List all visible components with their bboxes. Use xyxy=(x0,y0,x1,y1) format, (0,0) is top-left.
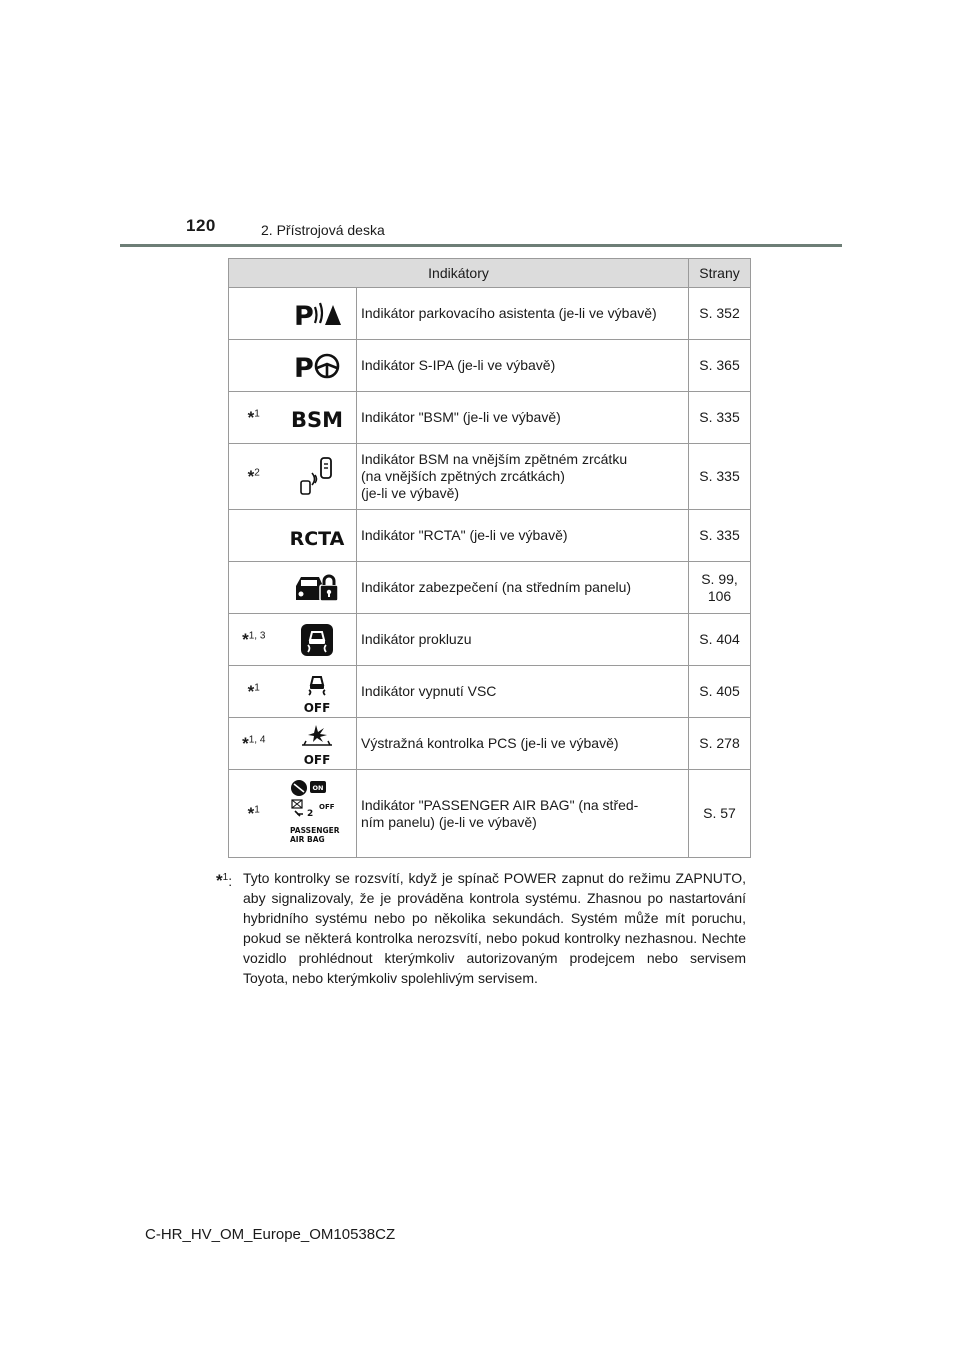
indicator-description: Indikátor BSM na vnějším zpětném zrcátku (na vnějších zpětných zrcátkách) (je-li ve výbavě) xyxy=(357,444,689,510)
footnote-reference: *$^1$ xyxy=(229,770,279,858)
svg-text:BSM: BSM xyxy=(291,407,344,432)
svg-text:PASSENGER: PASSENGER xyxy=(290,825,340,835)
indicator-description: Indikátor zabezpečení (na středním panelu) xyxy=(357,562,689,614)
table-row xyxy=(229,288,751,340)
indicator-description: Indikátor "BSM" (je-li ve výbavě) xyxy=(357,392,689,444)
table-row xyxy=(229,444,751,510)
vsc-off-icon xyxy=(279,666,357,718)
svg-text:OFF: OFF xyxy=(303,752,331,767)
svg-text:AIR BAG: AIR BAG xyxy=(290,834,325,844)
page-reference: S. 335 xyxy=(689,392,751,444)
footnote-marker: *$^1$: xyxy=(216,871,233,890)
page-reference: S. 405 xyxy=(689,666,751,718)
svg-text:RCTA: RCTA xyxy=(289,527,345,550)
table-row xyxy=(229,510,751,562)
svg-text:P: P xyxy=(294,300,315,329)
page-number: 120 xyxy=(186,216,216,235)
indicator-description: Výstražná kontrolka PCS (je-li ve výbavě) xyxy=(357,718,689,770)
pcs-off-icon xyxy=(279,718,357,770)
page-reference: S. 404 xyxy=(689,614,751,666)
bsm-icon xyxy=(279,392,357,444)
document-code: C-HR_HV_OM_Europe_OM10538CZ xyxy=(145,1226,396,1243)
svg-text:OFF: OFF xyxy=(319,802,335,811)
indicator-description: Indikátor prokluzu xyxy=(357,614,689,666)
svg-text:OFF: OFF xyxy=(303,700,331,715)
indicator-description: Indikátor parkovacího asistenta (je-li ve výbavě) xyxy=(357,288,689,340)
s-ipa-icon xyxy=(279,340,357,392)
page-reference: S. 352 xyxy=(689,288,751,340)
footnote-reference: *$^2$ xyxy=(229,444,279,510)
bsm-mirror-icon xyxy=(279,444,357,510)
svg-text:2: 2 xyxy=(307,808,314,819)
footnote-reference xyxy=(229,562,279,614)
passenger-airbag-icon xyxy=(279,770,357,858)
page-reference: S. 57 xyxy=(689,770,751,858)
footnote-text: Tyto kontrolky se rozsvítí, když je spínač POWER zapnut do režimu ZAPNUTO, aby signalizovaly, že je prováděna kontrola systému. Zhasnou po nastartování hybridního systému nebo po několika sekundách. Systém může mít poruchu, pokud se některá kontrolka nerozsvítí, nebo pokud kontrolky nezhasnou. Nechte vozidlo prohlédnout kterýmkoliv autorizovaným prodejcem nebo servisem Toyota, nebo kterýmkoliv spolehlivým servisem. xyxy=(243,870,746,986)
svg-text:P: P xyxy=(294,352,315,381)
indicator-description: Indikátor S-IPA (je-li ve výbavě) xyxy=(357,340,689,392)
indicator-table xyxy=(228,258,751,858)
footnote xyxy=(216,868,746,988)
indicator-description: Indikátor "RCTA" (je-li ve výbavě) xyxy=(357,510,689,562)
page-reference: S. 335 xyxy=(689,510,751,562)
svg-text:ON: ON xyxy=(312,783,324,792)
footnote-reference: *$^1$ xyxy=(229,666,279,718)
table-row xyxy=(229,666,751,718)
indicator-description: Indikátor "PASSENGER AIR BAG" (na střed- ním panelu) (je-li ve výbavě) xyxy=(357,770,689,858)
section-title: 2. Přístrojová deska xyxy=(261,222,385,238)
page-reference: S. 365 xyxy=(689,340,751,392)
security-icon xyxy=(279,562,357,614)
page-reference: S. 278 xyxy=(689,718,751,770)
footnote-reference xyxy=(229,340,279,392)
column-header-pages: Strany xyxy=(689,259,751,288)
table-row xyxy=(229,562,751,614)
rcta-icon xyxy=(279,510,357,562)
page-reference: S. 99, 106 xyxy=(689,562,751,614)
column-header-indicators: Indikátory xyxy=(229,259,689,288)
slip-icon xyxy=(279,614,357,666)
table-row xyxy=(229,770,751,858)
footnote-reference xyxy=(229,288,279,340)
table-row xyxy=(229,614,751,666)
footnote-reference: *$^{1, 3}$ xyxy=(229,614,279,666)
page-reference: S. 335 xyxy=(689,444,751,510)
table-row xyxy=(229,718,751,770)
table-header-row xyxy=(229,259,751,288)
indicator-description: Indikátor vypnutí VSC xyxy=(357,666,689,718)
table-row xyxy=(229,392,751,444)
footnote-reference: *$^1$ xyxy=(229,392,279,444)
table-row xyxy=(229,340,751,392)
footnote-reference xyxy=(229,510,279,562)
header-divider xyxy=(120,244,842,247)
parking-assist-icon xyxy=(279,288,357,340)
footnote-reference: *$^{1, 4}$ xyxy=(229,718,279,770)
